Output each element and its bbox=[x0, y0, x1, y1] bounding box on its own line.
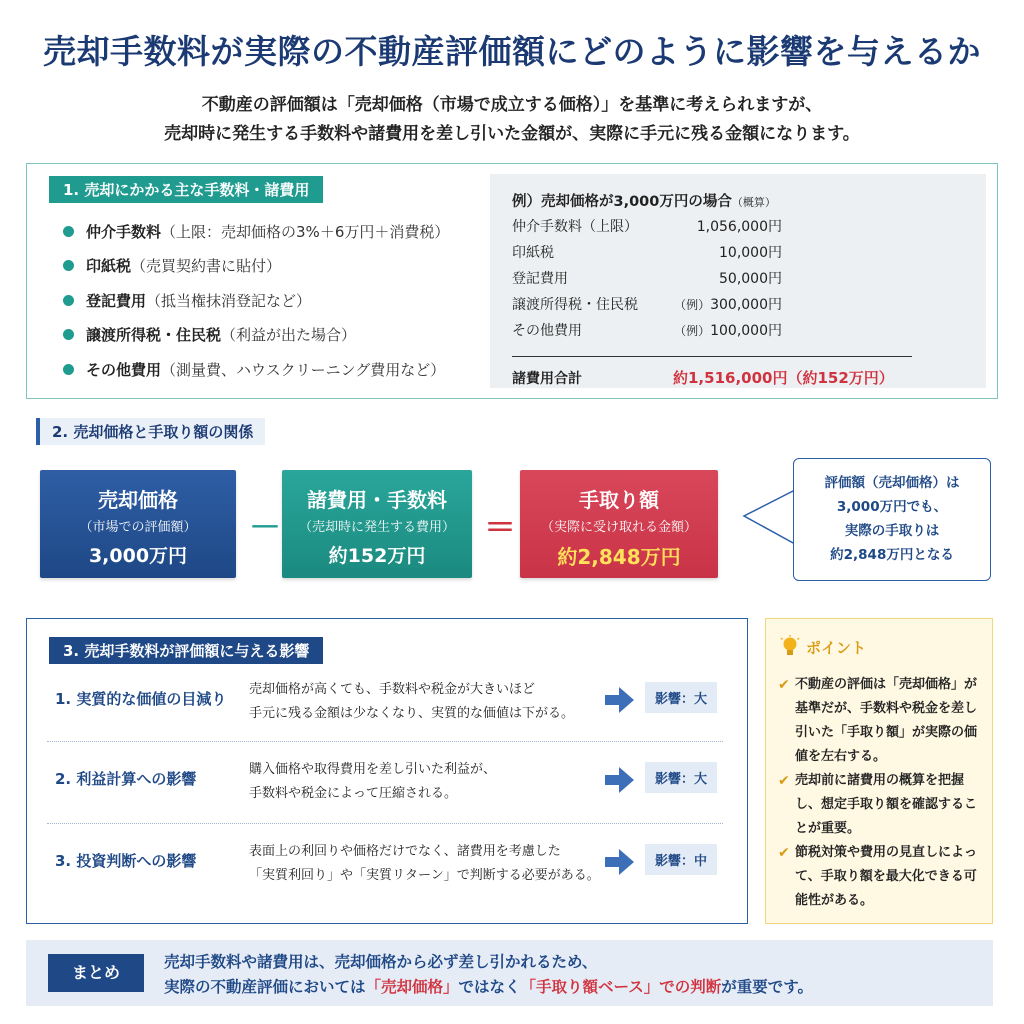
impact-desc: 売却価格が高くても、手数料や税金が大きいほど 手元に残る金額は少なくなり、実質的な価値は下がる。 bbox=[249, 682, 575, 721]
impact-name: 3. 投資判断への影響 bbox=[55, 852, 197, 870]
impact-row bbox=[47, 741, 727, 821]
sale-price-sub: （市場での評価額） bbox=[79, 520, 197, 535]
example-row-value: 1,056,000円 bbox=[696, 219, 782, 235]
fee-note: （利益が出た場合） bbox=[221, 326, 357, 345]
impact-name: 2. 利益計算への影響 bbox=[55, 770, 197, 788]
net-proceeds-sub: （実際に受け取れる金額） bbox=[540, 520, 697, 535]
sale-price-value: 3,000万円 bbox=[88, 545, 188, 567]
example-row-value: 10,000円 bbox=[719, 245, 782, 261]
bubble-line: 約2,848万円となる bbox=[830, 547, 954, 563]
example-panel bbox=[490, 174, 986, 388]
fee-note: （上限：売却価格の3%＋6万円＋消費税） bbox=[161, 222, 450, 241]
impact-badge: 影響：中 bbox=[645, 844, 717, 875]
point-title: ポイント bbox=[806, 639, 867, 657]
right-arrow-icon bbox=[605, 848, 635, 876]
bullet-dot-icon bbox=[63, 295, 74, 306]
example-row-value: （例）100,000円 bbox=[674, 323, 782, 339]
bullet-dot-icon bbox=[63, 364, 74, 375]
impact-name: 1. 実質的な価値の目減り bbox=[55, 690, 227, 708]
fees-title: 諸費用・手数料 bbox=[307, 488, 447, 512]
fee-item bbox=[63, 318, 449, 353]
check-icon: ✔ bbox=[778, 677, 790, 693]
example-total-label: 諸費用合計 bbox=[512, 371, 582, 387]
right-arrow-icon bbox=[605, 686, 635, 714]
fee-name: 印紙税 bbox=[86, 257, 132, 276]
point-text: 節税対策や費用の見直しによって、手取り額を最大化できる可能性がある。 bbox=[795, 845, 978, 908]
point-item bbox=[778, 841, 986, 913]
fee-name: 譲渡所得税・住民税 bbox=[86, 326, 222, 345]
equals-sign: ＝ bbox=[484, 508, 517, 546]
point-box bbox=[765, 618, 993, 924]
impact-desc: 購入価格や取得費用を差し引いた利益が、 手数料や税金によって圧縮される。 bbox=[249, 762, 497, 801]
right-arrow-icon bbox=[605, 766, 635, 794]
example-divider bbox=[512, 356, 912, 357]
summary-line-1: 売却手数料や諸費用は、売却価格から必ず差し引かれるため、 bbox=[164, 953, 598, 971]
example-title bbox=[512, 190, 776, 211]
fee-name: その他費用 bbox=[86, 360, 162, 379]
example-row-label: 登記費用 bbox=[512, 271, 568, 287]
bullet-dot-icon bbox=[63, 329, 74, 340]
summary-line-2: 実際の不動産評価においては「売却価格」ではなく「手取り額ベース」での判断が重要です。 bbox=[164, 978, 814, 996]
fees-section-label: 1. 売却にかかる主な手数料・諸費用 bbox=[49, 176, 323, 203]
check-icon: ✔ bbox=[778, 773, 790, 789]
example-row-value: （例）300,000円 bbox=[674, 297, 782, 313]
impact-badge: 影響：大 bbox=[645, 762, 717, 793]
sale-price-box bbox=[40, 470, 236, 578]
example-row-label: 仲介手数料（上限） bbox=[512, 219, 638, 235]
speech-bubble bbox=[793, 458, 991, 581]
impact-row bbox=[47, 661, 727, 741]
sale-price-title: 売却価格 bbox=[98, 488, 178, 512]
fee-item bbox=[63, 249, 449, 284]
bullet-dot-icon bbox=[63, 226, 74, 237]
example-row-value: 50,000円 bbox=[719, 271, 782, 287]
bubble-line: 評価額（売却価格）は bbox=[824, 475, 960, 491]
point-text: 売却前に諸費用の概算を把握し、想定手取り額を確認することが重要。 bbox=[795, 773, 978, 836]
impact-row bbox=[47, 823, 727, 903]
fee-item bbox=[63, 352, 449, 387]
fees-value: 約152万円 bbox=[328, 545, 426, 567]
impact-section bbox=[26, 618, 748, 924]
fee-note: （売買契約書に貼付） bbox=[131, 257, 282, 276]
example-row-label: その他費用 bbox=[512, 323, 582, 339]
summary-highlight: 「売却価格」 bbox=[365, 978, 459, 996]
summary-label: まとめ bbox=[48, 954, 144, 992]
net-proceeds-title: 手取り額 bbox=[579, 488, 659, 512]
bubble-line: 3,000万円でも、 bbox=[836, 499, 948, 515]
example-title-note: （概算） bbox=[731, 196, 776, 209]
net-proceeds-box bbox=[520, 470, 718, 578]
point-item bbox=[778, 673, 986, 769]
fee-item bbox=[63, 214, 449, 249]
summary-bar bbox=[26, 940, 993, 1006]
intro-line-1: 不動産の評価額は「売却価格（市場で成立する価格）」を基準に考えられますが、 bbox=[201, 95, 823, 115]
fee-list bbox=[63, 214, 449, 387]
relation-section-label: 2. 売却価格と手取り額の関係 bbox=[36, 418, 265, 445]
bubble-line: 実際の手取りは bbox=[844, 523, 940, 539]
impact-section-label: 3. 売却手数料が評価額に与える影響 bbox=[49, 637, 323, 664]
check-icon: ✔ bbox=[778, 845, 790, 861]
speech-bubble-tail-icon bbox=[742, 488, 796, 548]
fee-note: （測量費、ハウスクリーニング費用など） bbox=[161, 360, 446, 379]
bullet-dot-icon bbox=[63, 260, 74, 271]
example-row-label: 印紙税 bbox=[512, 245, 554, 261]
example-title-text: 例）売却価格が3,000万円の場合 bbox=[512, 194, 732, 210]
intro-line-2: 売却時に発生する手数料や諸費用を差し引いた金額が、実際に手元に残る金額になります。 bbox=[164, 124, 860, 144]
fee-name: 仲介手数料 bbox=[86, 222, 162, 241]
fee-name: 登記費用 bbox=[86, 291, 147, 310]
fees-box bbox=[282, 470, 472, 578]
summary-highlight: 「手取り額ベース」 bbox=[520, 978, 660, 996]
point-item bbox=[778, 769, 986, 841]
fee-note: （抵当権抹消登記など） bbox=[146, 291, 312, 310]
impact-desc: 表面上の利回りや価格だけでなく、諸費用を考慮した 「実質利回り」や「実質リターン」で判断する必要がある。 bbox=[249, 844, 600, 883]
fee-item bbox=[63, 283, 449, 318]
page-title: 売却手数料が実際の不動産評価額にどのように影響を与えるか bbox=[43, 32, 981, 71]
example-total-value: 約1,516,000円（約152万円） bbox=[673, 369, 894, 387]
minus-sign: － bbox=[249, 508, 282, 546]
example-row-label: 譲渡所得税・住民税 bbox=[512, 297, 638, 313]
net-proceeds-value: 約2,848万円 bbox=[557, 545, 681, 569]
fees-section bbox=[26, 163, 998, 399]
fees-sub: （売却時に発生する費用） bbox=[298, 520, 455, 535]
point-text: 不動産の評価は「売却価格」が基準だが、手数料や税金を差し引いた「手取り額」が実際の価値を左右する。 bbox=[795, 677, 978, 764]
impact-badge: 影響：大 bbox=[645, 682, 717, 713]
